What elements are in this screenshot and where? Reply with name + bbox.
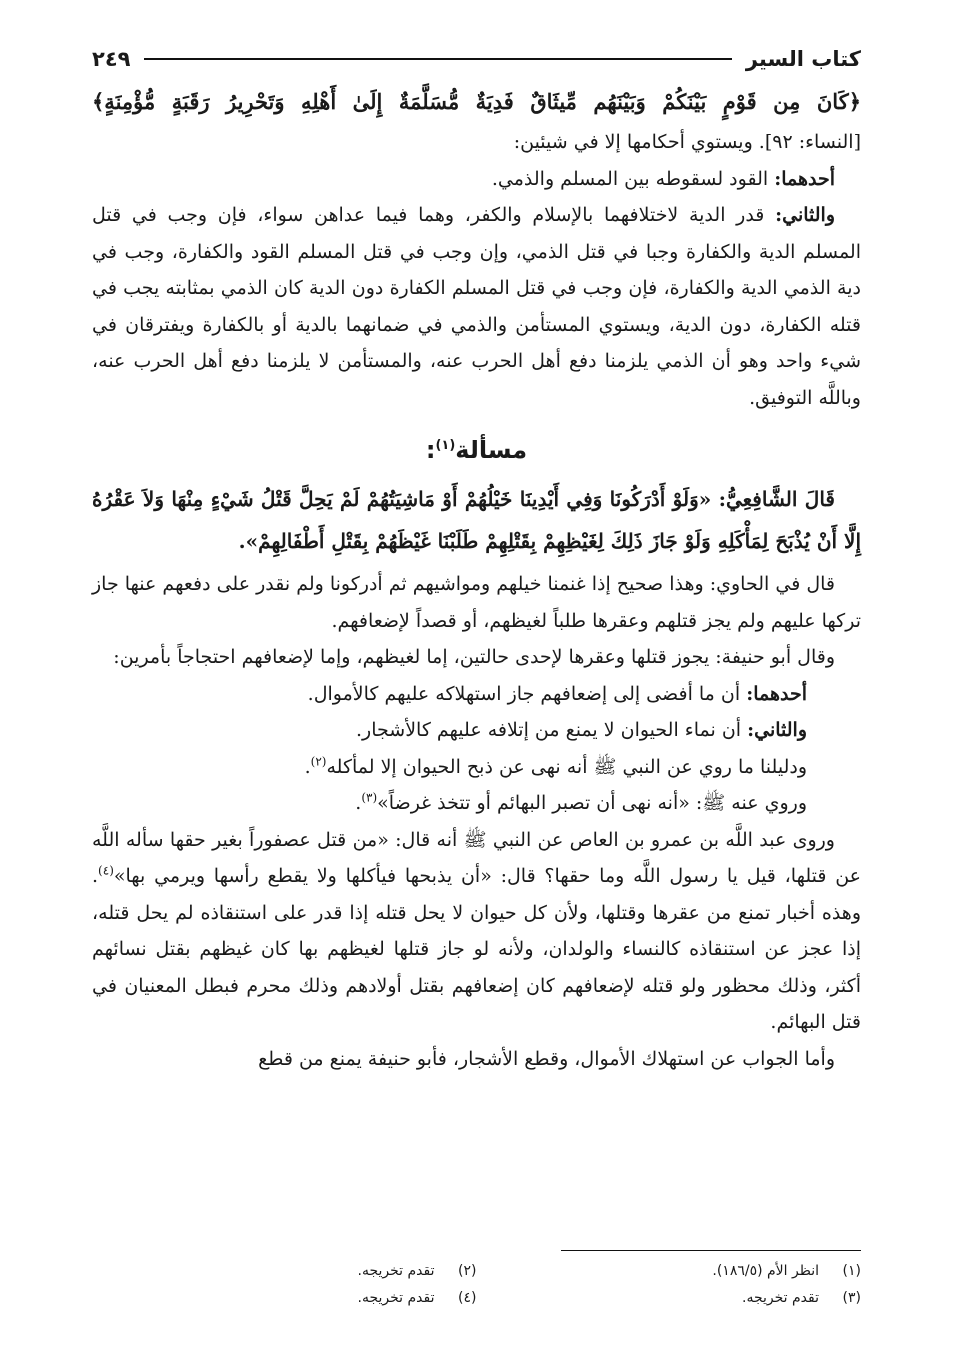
footnote-2-text: تقدم تخريجه. <box>357 1263 435 1279</box>
argument-two <box>92 712 807 749</box>
abdullah-paragraph <box>92 822 861 1041</box>
footnote-2 <box>92 1258 477 1285</box>
footnote-4-text: تقدم تخريجه. <box>357 1290 435 1306</box>
footnote-row <box>92 1285 861 1312</box>
argument-two-text: أن نماء الحيوان لا يمنع من إتلافه عليهم كالأشجار. <box>356 719 742 741</box>
section-heading-colon: : <box>425 436 436 464</box>
main-text <box>92 80 861 1077</box>
first-case-text: القود لسقوطه بين المسلم والذمي. <box>491 167 769 190</box>
evidence-one-end: . <box>304 755 311 778</box>
footnote-divider <box>561 1250 861 1251</box>
abdullah-part-one: وروى عبد اللَّه بن عمرو بن العاص عن النبي ﷺ أنه قال: «من قتل عصفوراً بغير حقها سأله اللَّه عن قتلها، قيل يا رسول اللَّه وما حقها؟ قال: «أن يذبحها فيأكلها ولا يقطع رأسها ويرمي بها» <box>92 828 861 887</box>
abu-hanifa-paragraph: وقال أبو حنيفة: يجوز قتلها وعقرها لإحدى حالتين، إما لغيظهم، وإما لإضعافهم احتجاجاً بأمرين: <box>113 646 835 668</box>
hawi-paragraph: قال في الحاوي: وهذا صحيح إذا غنمنا خيلهم ومواشيهم ثم أدركونا ولم نقدر على دفعهم عنها جاز تركها عليهم ولم يجز قتلهم وعقرها طلباً لغيظهم، أو قصداً لإضعافهم. <box>92 573 861 632</box>
footnote-3-text: تقدم تخريجه. <box>742 1290 819 1306</box>
argument-two-label: والثاني: <box>747 719 807 741</box>
footnote-3 <box>477 1285 862 1312</box>
footnote-ref-3: (٣) <box>361 790 378 805</box>
evidence-two <box>92 785 807 822</box>
quran-verse: ﴿كَانَ مِن قَوْمٍ بَيْنَكُمْ وَبَيْنَهُم مِّيثَاقٌ فَدِيَةٌ مُّسَلَّمَةٌ إِلَىٰ أَهْلِهِ وَتَحْرِيرُ رَقَبَةٍ مُّؤْمِنَةٍ﴾ <box>92 89 861 114</box>
evidence-two-text: وروي عنه ﷺ: «أنه نهى أن تصبر البهائم أو تتخذ غرضاً» <box>377 792 807 814</box>
verse-reference: [النساء: ٩٢]. ويستوي أحكامها إلا في شيئين: <box>513 131 861 153</box>
footnote-4 <box>92 1285 477 1312</box>
footnote-row <box>92 1258 861 1285</box>
shafii-speaker: قَالَ الشَّافِعِيُّ: <box>718 487 835 511</box>
footnote-2-number: (٢) <box>458 1263 477 1279</box>
shafii-statement <box>92 478 861 562</box>
footnotes <box>92 1258 861 1312</box>
shafii-quote: «وَلَوْ أَدْرَكُونَا وَفِي أَيْدِينَا خَيْلُهُمْ أَوْ مَاشِيَتُهُمْ لَمْ يَحِلَّ قَتْلُ شَيْءٍ مِنْهَا وَلاَ عَقْرُهُ إِلَّا أَنْ يُذْبَحَ لِمَأْكَلِهِ وَلَوْ جَازَ ذَلِكَ لِغَيْظِهِمْ بِقَتْلِهِمْ طَلَبْنَا غَيْظَهُمْ بِقَتْلِ أَطْفَالِهِمْ». <box>92 487 861 553</box>
footnote-1-text: انظر الأم (١٨٦/٥). <box>712 1263 819 1279</box>
page-header <box>92 44 861 74</box>
section-heading <box>92 420 861 476</box>
footnote-3-number: (٣) <box>842 1290 861 1306</box>
second-case-label: والثاني: <box>775 204 835 226</box>
running-title: كتاب السير <box>745 47 861 71</box>
page-number: ٢٤٩ <box>92 47 131 71</box>
first-case-label: أحدهما: <box>774 167 835 190</box>
footnote-ref-4: (٤) <box>98 863 114 878</box>
footnote-1 <box>477 1258 862 1285</box>
abdullah-part-two: . وهذه أخبار تمنع من عقرها وقتلها، ولأن كل حيوان لا يحل قتله إذا قدر على استنقاذه لم يحل قتله، إذا عجز عن استنقاذه كالنساء والولدان، ولأنه لو جاز قتلها لغيظهم بها كان غيظهم بقتل نسائهم أكثر، وذلك محظور ولو قتله لإضعافهم كان إضعافهم بقتل أولادهم وذلك محرم فبطل المعنيان في قتل البهائم. <box>92 865 862 1033</box>
footnote-4-number: (٤) <box>458 1290 477 1306</box>
argument-one-label: أحدهما: <box>746 682 807 705</box>
argument-one <box>92 676 807 713</box>
second-case-text: قدر الدية لاختلافهما بالإسلام والكفر، وهما فيما عداهن سواء، فإن وجب في قتل المسلم الدية والكفارة وجبا في قتل الذمي، وإن وجب في قتل المسلم القود والكفارة، وجب في دية الذمي الدية والكفارة، فإن وجب في قتل المسلم الكفارة دون الدية كان الذمي بمثابته يجب في قتله الكفارة، دون الدية، ويستوي المستأمن والذمي في ضمانهما بالدية أو بالكفارة ويفترقان في شيء واحد وهو أن الذمي يلزمنا دفع أهل الحرب عنه، والمستأمن لا يلزمنا دفع أهل الحرب عنه، وباللَّه التوفيق. <box>92 204 861 409</box>
footnote-ref-2: (٢) <box>310 754 327 769</box>
first-case <box>92 161 861 198</box>
evidence-two-end: . <box>355 792 362 814</box>
argument-one-text: أن ما أفضى إلى إضعافهم جاز استهلاكه عليهم كالأموال. <box>307 682 741 705</box>
second-case <box>92 197 861 416</box>
evidence-one <box>92 749 807 786</box>
section-heading-text: مسألة <box>455 436 528 464</box>
last-paragraph: وأما الجواب عن استهلاك الأموال، وقطع الأشجار، فأبو حنيفة يمنع من قطع <box>258 1047 835 1070</box>
header-rule <box>144 58 731 60</box>
section-heading-footnote: (١) <box>435 438 456 453</box>
evidence-one-text: ودليلنا ما روي عن النبي ﷺ أنه نهى عن ذبح الحيوان إلا لمأكله <box>326 755 807 778</box>
footnote-1-number: (١) <box>842 1263 861 1279</box>
